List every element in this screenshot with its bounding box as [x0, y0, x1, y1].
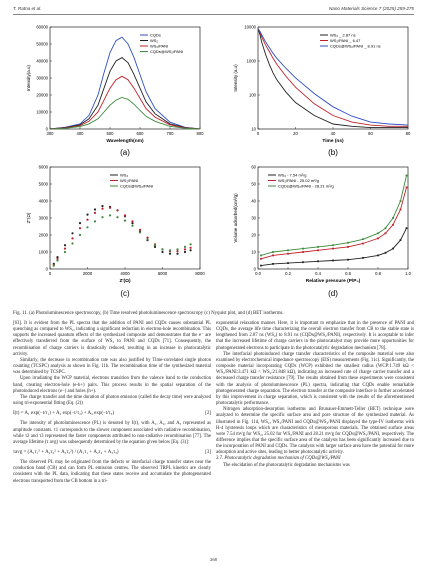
equation-2 [13, 411, 211, 417]
panel-c-ylabel: Z''(Ω) [26, 212, 31, 224]
panel-d-point [302, 248, 304, 250]
panel-a-xtick-label: 400 [76, 131, 84, 136]
panel-d-xtick-label: 0.6 [345, 271, 351, 276]
panel-b-ytick-label: 100 [249, 92, 256, 98]
paragraph: Upon irradiating the WCP material, electrons transition from the valence band to the conduction band, creating electron-hole (e-h+) pairs. This process results in the spatial separation of the photoinduced electrons (e−) and holes (h+). [13, 376, 211, 394]
panel-b-label: (b) [328, 148, 338, 157]
panel-b-legend-entry: WS₂ _ 2.87 ns [330, 32, 356, 38]
panel-d-point [406, 175, 408, 177]
equation-2-number: [2] [205, 411, 211, 417]
panel-c-point [169, 253, 171, 255]
running-header-journal: Nano Materials Science 7 (2025) 259-275 [328, 6, 414, 11]
panel-b-ytick-label: 10 [251, 126, 256, 132]
paragraph: The elucidation of the photocatalytic degradation mechanisms was [223, 462, 350, 468]
panel-d-ytick-label: 20 [251, 232, 256, 238]
panel-d [233, 164, 412, 298]
panel-c-point [184, 251, 186, 253]
panel-d-point [332, 260, 334, 262]
panel-d-point [287, 262, 289, 264]
panel-d-point [385, 232, 387, 234]
panel-d-point [377, 238, 379, 240]
paragraph: Nitrogen adsorption-desorption isotherms and Brunauer-Emmett-Teller (BET) technique were analyzed to determine the specific surface area and pore structure of the synthesized material. As illustrated in Fig. 11d, WS₂, WS₂/PANI and CQDs@WS₂/PANI displayed the type-IV isotherms with H-4 hysteresis loops which are characteristics of mesoporous materials. The obtained surface areas were 7.54 m²/g for WS₂, 25.02 for WS₂/PANI and 28.21 m²/g for CQDs@WS₂/PANI, respectively. The difference implies that the specific surface area of the catalysts has been significantly increased due to the incorporation of PANI and CQDs. The catalysts with larger surface area have the potential for more adsorption and active sites, leading to better photocatalytic activity. [216, 407, 414, 456]
panel-c-point [161, 251, 163, 253]
panel-d-point [332, 248, 334, 250]
panel-c-point [79, 227, 81, 229]
panel-a-xtick-label: 500 [106, 131, 114, 136]
panel-c-point [176, 248, 178, 250]
panel-d-point [347, 246, 349, 248]
panel-d-point [362, 257, 364, 259]
panel-c-legend-entry: WS₂ [120, 172, 128, 178]
panel-b-legend-entry: CQDs@WS₂/PANI _ 8.91 ns [330, 43, 381, 49]
panel-d-point [317, 246, 319, 248]
panel-d-point [406, 227, 408, 229]
panel-d-xtick-label: 0.8 [375, 271, 381, 276]
panel-c-point [176, 253, 178, 255]
panel-b-ylabel: Intensity (a.u) [233, 64, 238, 92]
panel-c-point [139, 229, 141, 231]
panel-d-point [377, 232, 379, 234]
panel-d-xtick-label: 0.4 [315, 271, 321, 276]
panel-c-ytick-label: 4000 [38, 198, 48, 204]
panel-a-xlabel: Wavelength(nm) [106, 139, 144, 144]
paragraph: [63]. It is evident from the PL spectra that the addition of PANI and CQDs causes substantial PL quenching as compared to WS₂, indicating a significant reduction in electron-hole recombination. This supports the increased quantum effects of the synthesized composite and demonstrates that the e⁻ are effectively transferred from the surface of WS₂ to PANI and CQDs [71]. Consequently, the recombination of charge carriers is drastically reduced, resulting in an increase in photocatalytic activity. [13, 321, 211, 357]
panel-c-xtick-label: 8000 [195, 271, 205, 276]
panel-d-point [385, 252, 387, 254]
panel-c-point [94, 208, 96, 210]
panel-c-point [56, 259, 58, 261]
panel-c-point [86, 226, 88, 228]
panel-d-point [317, 249, 319, 251]
panel-a-series-line [50, 76, 200, 129]
panel-c-point [64, 251, 66, 253]
panel-c-point [124, 220, 126, 222]
panel-d-point [287, 249, 289, 251]
panel-b-legend-entry: WS₂/PANI _ 6.47 [330, 37, 361, 43]
panel-d-point [260, 265, 262, 267]
panel-c-ytick-label: 2000 [38, 232, 48, 238]
panel-d-xlabel: Relative pressure (P/P₀) [305, 279, 361, 284]
panel-c-point [53, 265, 55, 267]
panel-c-point [94, 212, 96, 214]
panel-a-ytick-label: 40000 [36, 58, 48, 64]
panel-d-point [377, 255, 379, 257]
panel-d-legend-entry: CQDs@WS₂/PANI - 28.21 m²/g [278, 183, 334, 189]
panel-d-point [272, 251, 274, 253]
panel-b-xtick-label: 0 [256, 131, 260, 136]
panel-c-point [184, 246, 186, 248]
page-number: 268 [210, 557, 217, 562]
equation-3 [13, 450, 211, 456]
panel-a-series-line [50, 58, 200, 129]
panel-c-point [71, 232, 73, 234]
panel-c-point [79, 222, 81, 224]
panel-d-label: (d) [328, 289, 338, 298]
figure-11 [0, 15, 427, 325]
panel-d-ytick-label: 10 [251, 249, 256, 255]
panel-d-ytick-label: 60 [251, 164, 256, 170]
panel-a-ytick-label: 30000 [36, 75, 48, 81]
panel-d-point [392, 248, 394, 250]
panel-d-xtick-label: 1.0 [405, 271, 411, 276]
left-column [13, 321, 211, 485]
panel-c-legend-entry: CQDs@WS₂/PANI [120, 183, 154, 189]
panel-c-point [109, 207, 111, 209]
panel-c-point [124, 214, 126, 216]
panel-d-point [272, 255, 274, 257]
panel-a-ytick-label: 50000 [36, 41, 48, 47]
panel-a-ytick-label: 0 [45, 126, 48, 132]
panel-c-xtick-label: 4000 [120, 271, 130, 276]
panel-c-xtick-label: 6000 [157, 271, 168, 276]
panel-d-ytick-label: 0 [253, 266, 256, 272]
panel-c-legend-entry: WS₂/PANI [120, 177, 139, 183]
panel-d-xtick-label: 0.2 [285, 271, 291, 276]
panel-d-point [400, 200, 402, 202]
panel-d-point [392, 217, 394, 219]
panel-d-point [272, 263, 274, 265]
panel-c-point [86, 219, 88, 221]
panel-d-legend-entry: WS₂/PANI - 25.02 m²/g [278, 177, 319, 183]
panel-d-ylabel: Volume adsorbed(cm³/g) [233, 193, 238, 243]
panel-d-ytick-label: 30 [251, 215, 256, 221]
panel-a-xtick-label: 300 [46, 131, 54, 136]
panel-b-xtick-label: 40 [330, 131, 336, 136]
panel-a-ytick-label: 60000 [36, 24, 48, 30]
panel-c-point [101, 205, 103, 207]
panel-c-point [64, 244, 66, 246]
panel-d-point [385, 227, 387, 229]
panel-c-point [190, 243, 192, 245]
right-column [216, 321, 414, 469]
panel-c-point [184, 248, 186, 250]
panel-d-legend-entry: WS₂ - 7.54 m²/g [278, 172, 307, 178]
panel-d-point [302, 261, 304, 263]
panel-a-label: (a) [120, 148, 130, 157]
panel-d-point [406, 187, 408, 189]
panel-d-ytick-label: 50 [251, 181, 256, 187]
panel-d-point [362, 238, 364, 240]
panel-d-point [362, 243, 364, 245]
section-heading: 3.7. Photocatalytic degradation mechanism of CQDs@WS₂/PANI [216, 456, 341, 462]
panel-b-xlabel: Time (ns) [322, 139, 344, 144]
panel-d-point [317, 260, 319, 262]
panel-d-point [332, 244, 334, 246]
panel-c-ytick-label: 1000 [38, 249, 48, 255]
figure-caption: Fig. 11. (a) Photoluminescence spectroscopy, (b) Time resolved photoluminescence spectroscopy (c) Nyquist plot, and (d) BET isotherms. [13, 311, 284, 316]
paragraph: exponential relaxation manner. Here, it is important to emphasize that in the presence of PANI and CQDs, the average life time characterizing the overall electron transfer from CB to the stable state is lengthened from 2.87 ns (WS₂) to 8.91 ns (CQDs@WS₂/PANI), respectively. It is acceptable to infer that the increased lifetime of charge carriers in the photocatalyst may provide more opportunities for photogenerated electrons to participate in the photocatalytic degradation mechanism [78]. [216, 321, 414, 351]
panel-c-point [116, 209, 118, 211]
panel-c-point [161, 248, 163, 250]
panel-a-ytick-label: 20000 [36, 92, 48, 98]
paragraph: Similarly, the decrease in recombination rate was also justified by Time-correlated single photon counting (TCSPC) analysis as shown in Fig. 11b. The recombination time of the synthesized material was determined by TCSPC. [13, 357, 211, 376]
panel-c-point [131, 225, 133, 227]
panel-a-ytick-label: 10000 [36, 109, 48, 115]
panel-c-point [101, 216, 103, 218]
panel-a-legend-entry: WS₂ [150, 37, 158, 43]
panel-c-point [139, 231, 141, 233]
panel-c-point [71, 242, 73, 244]
panel-a-ylabel: Intensity(a.u) [26, 64, 31, 92]
panel-c-xlabel: Z'(Ω) [119, 279, 131, 284]
panel-d-point [302, 251, 304, 253]
panel-c-point [71, 237, 73, 239]
panel-a-xtick-label: 700 [166, 131, 174, 136]
panel-c-point [154, 244, 156, 246]
panel-c-ytick-label: 0 [45, 266, 48, 272]
panel-c-point [101, 208, 103, 210]
paragraph: The interfacial photoinduced charge transfer characteristics of the composite material were also examined by electrochemical impedance spectroscopy (EIS) measurements (Fig. 11c). Significantly, the composite material incorporating CQDs (WCP) exhibited the smallest radius (WCP:1.749 kΩ < WS₂/PANI:3.471 kΩ < WS₂:21.848 kΩ), indicating an increased rate of charge carrier transfer and a decreased charge transfer resistance [79]. The results obtained from these experiments were consistent with the analysis of photoluminescence (PL) spectra, indicating that CQDs enable remarkable photogenerated charge separation. The electron transfer at the composite interface is further accelerated by this improvement in charge separation, which is consistent with the results of the aforementioned photocatalytic performance. [216, 351, 414, 407]
panel-d-point [260, 258, 262, 260]
equation-2-body: I(t) = A₁ exp(−t/τ₁) + A₂ exp(−t/τ₂) + A₃ exp(−t/τ₃) [13, 411, 115, 417]
panel-a-xtick-label: 800 [196, 131, 204, 136]
panel-a-xtick-label: 600 [136, 131, 144, 136]
panel-b-ytick-label: 10000 [244, 24, 256, 30]
panel-d-xtick-label: 0.0 [255, 271, 261, 276]
panel-b-ytick-label: 1000 [246, 58, 256, 64]
paragraph: The charge transfer and the time duration of photon emission (called the decay time) were analyzed using tri-exponential fitting (Eq. (2)) [13, 394, 211, 407]
panel-c [26, 164, 205, 298]
panel-b-xtick-label: 80 [405, 131, 411, 136]
panel-b [233, 24, 411, 157]
panel-d-point [347, 259, 349, 261]
panel-c-point [131, 220, 133, 222]
panel-a-legend-entry: WS₂/PANI [150, 43, 169, 49]
paragraph: The observed PL may be originated from the defects or interfacial charge transfer states near the conduction band (CB) and can form PL emission centres. The observed TRPL kinetics are clearly consistent with the PL data, indicating that these states receive and accumulate the photogenerated electrons transported from the CB bottom in a tri- [13, 460, 211, 484]
panel-c-label: (c) [120, 289, 130, 298]
panel-c-ytick-label: 3000 [38, 215, 48, 221]
panel-c-point [190, 249, 192, 251]
panel-a-legend-entry: CQDs [150, 32, 161, 38]
panel-c-point [116, 216, 118, 218]
panel-c-point [86, 214, 88, 216]
panel-d-point [260, 255, 262, 257]
panel-d-point [287, 253, 289, 255]
panel-c-point [79, 234, 81, 236]
panel-b-xtick-label: 20 [293, 131, 298, 136]
panel-d-point [347, 242, 349, 244]
panel-d-point [400, 209, 402, 211]
panel-c-xtick-label: 0 [48, 271, 52, 276]
equation-3-number: [3] [205, 449, 211, 455]
panel-c-point [190, 247, 192, 249]
panel-d-point [392, 224, 394, 226]
panel-c-point [146, 238, 148, 240]
panel-c-ytick-label: 5000 [38, 181, 48, 187]
panel-b-xtick-label: 60 [368, 131, 373, 136]
running-header-authors: T. Ratna et al. [13, 6, 42, 11]
panel-c-point [169, 249, 171, 251]
panel-c-point [109, 214, 111, 216]
paragraph: The intensity of photoluminescence (PL) is denoted by I(t), with A₁, A₂, and A₃ represented as amplitude constants. τ1 corresponds to the slower component associated with radiative recombination, while τ2 and τ3 represented the faster components attributed to non-radiative recombination [77]. The average lifetime (τ avg) was subsequently determined by the equation given below [Eq. (3)]: [13, 421, 211, 445]
panel-c-point [64, 248, 66, 250]
equation-3-body: τavg = (A₁τ₁² + A₂τ₂² + A₃τ₃²) / (A₁τ₁ + A₂τ₂ + A₃τ₃) [13, 449, 119, 455]
panel-c-point [94, 220, 96, 222]
panel-d-ytick-label: 40 [251, 198, 256, 204]
panel-c-xtick-label: 2000 [82, 271, 93, 276]
panel-a-legend-entry: CQDs@WS₂/PANI [150, 48, 184, 54]
panel-d-point [400, 239, 402, 241]
panel-a [26, 24, 204, 157]
panel-c-ytick-label: 6000 [38, 164, 48, 170]
